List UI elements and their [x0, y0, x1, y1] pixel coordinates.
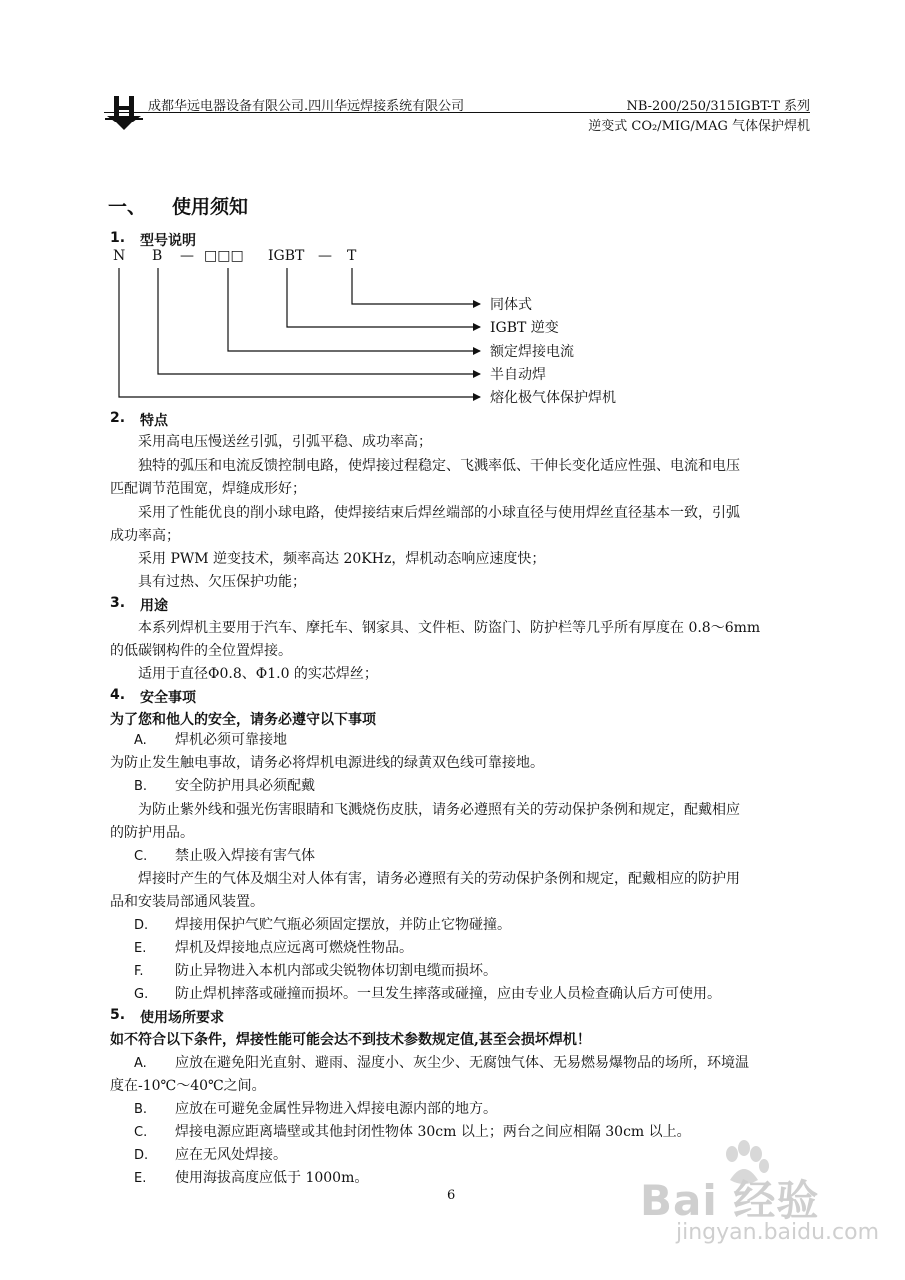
item-letter: A.: [134, 733, 147, 748]
safety-g-text: 防止焊机摔落或碰撞而损坏。一旦发生摔落或碰撞，应由专业人员检查确认后方可使用。: [175, 986, 721, 1002]
code-t: T: [347, 248, 357, 264]
feature-line: 独特的弧压和电流反馈控制电路，使焊接过程稳定、飞溅率低、干伸长变化适应性强、电流和电压: [138, 458, 740, 474]
site-d-text: 应在无风处焊接。: [175, 1147, 287, 1163]
section-title: 使用须知: [172, 196, 249, 218]
heading-model: 型号说明: [140, 233, 196, 249]
site-e-text: 使用海拔高度应低于 1000m。: [175, 1170, 369, 1186]
safety-f-text: 防止异物进入本机内部或尖锐物体切割电缆而损坏。: [175, 963, 497, 979]
heading-number-safety: 4.: [110, 687, 126, 703]
code-igbt: IGBT: [268, 248, 305, 264]
code-b: B: [152, 248, 163, 264]
item-letter: E.: [134, 941, 147, 956]
feature-line: 匹配调节范围宽，焊缝成形好；: [110, 481, 306, 497]
heading-number-site: 5.: [110, 1007, 126, 1023]
item-letter: F.: [134, 964, 144, 979]
label-igbt-inverter: IGBT 逆变: [490, 320, 559, 336]
heading-number-features: 2.: [110, 410, 126, 426]
watermark-url: jingyan.baidu.com: [676, 1220, 880, 1245]
header-series: NB-200/250/315IGBT-T 系列: [626, 99, 810, 114]
feature-line: 具有过热、欠压保护功能；: [138, 574, 306, 590]
heading-usage: 用途: [140, 598, 168, 614]
safety-a-text: 为防止发生触电事故，请务必将焊机电源进线的绿黄双色线可靠接地。: [110, 755, 544, 771]
code-dash-2: —: [318, 248, 332, 264]
feature-line: 采用了性能优良的削小球电路，使焊接结束后焊丝端部的小球直径与使用焊丝直径基本一致，引弧: [138, 505, 740, 521]
item-letter: C.: [134, 1125, 148, 1140]
arrow-line-current: [228, 268, 480, 351]
item-letter: C.: [134, 849, 148, 864]
safety-b-title: 安全防护用具必须配戴: [175, 778, 315, 794]
code-boxes: □□□: [204, 248, 244, 264]
section-number: 一、: [108, 196, 147, 218]
item-letter: G.: [134, 987, 149, 1002]
arrow-line-b: [158, 268, 480, 374]
label-semi-auto: 半自动焊: [490, 367, 546, 383]
site-a-text: 度在-10℃～40℃之间。: [110, 1078, 266, 1094]
model-diagram-lines: [0, 0, 905, 420]
usage-line: 本系列焊机主要用于汽车、摩托车、钢家具、文件柜、防盗门、防护栏等几乎所有厚度在 0.8～6mm: [138, 620, 761, 636]
feature-line: 成功率高；: [110, 528, 180, 544]
safety-b-text: 为防止紫外线和强光伤害眼睛和飞溅烧伤皮肤，请务必遵照有关的劳动保护条例和规定，配戴相应: [138, 802, 740, 818]
heading-number-usage: 3.: [110, 595, 126, 611]
site-warning: 如不符合以下条件，焊接性能可能会达不到技术参数规定值,甚至会损坏焊机！: [110, 1032, 591, 1048]
arrow-line-igbt: [287, 268, 480, 327]
safety-b-text: 的防护用品。: [110, 825, 194, 841]
label-integrated: 同体式: [490, 297, 532, 313]
heading-safety: 安全事项: [140, 690, 196, 706]
header-company: 成都华远电器设备有限公司.四川华远焊接系统有限公司: [148, 99, 465, 114]
header-subtitle: 逆变式 CO₂/MIG/MAG 气体保护焊机: [588, 119, 810, 134]
feature-line: 采用 PWM 逆变技术，频率高达 20KHz，焊机动态响应速度快；: [138, 551, 546, 567]
item-letter: B.: [134, 1102, 148, 1117]
code-dash-1: —: [180, 248, 194, 264]
feature-line: 采用高电压慢送丝引弧，引弧平稳、成功率高；: [138, 434, 432, 450]
heading-features: 特点: [140, 413, 168, 429]
site-c-text: 焊接电源应距离墙壁或其他封闭性物体 30cm 以上；两台之间应相隔 30cm 以上。: [175, 1124, 691, 1140]
safety-a-title: 焊机必须可靠接地: [175, 732, 287, 748]
item-letter: D.: [134, 918, 149, 933]
safety-e-text: 焊机及焊接地点应远离可燃烧性物品。: [175, 940, 413, 956]
safety-d-text: 焊接用保护气贮气瓶必须固定摆放，并防止它物碰撞。: [175, 917, 511, 933]
site-b-text: 应放在可避免金属性异物进入焊接电源内部的地方。: [175, 1101, 497, 1117]
heading-site: 使用场所要求: [140, 1010, 224, 1026]
arrow-line-n: [119, 268, 480, 397]
site-a-text: 应放在避免阳光直射、避雨、湿度小、灰尘少、无腐蚀气体、无易燃易爆物品的场所，环境温: [175, 1055, 749, 1071]
safety-c-title: 禁止吸入焊接有害气体: [175, 848, 315, 864]
usage-line: 的低碳钢构件的全位置焊接。: [110, 643, 292, 659]
item-letter: D.: [134, 1148, 149, 1163]
safety-c-text: 品和安装局部通风装置。: [110, 894, 264, 910]
item-letter: A.: [134, 1056, 147, 1071]
safety-warning: 为了您和他人的安全，请务必遵守以下事项: [110, 712, 376, 728]
usage-line: 适用于直径Φ0.8、Φ1.0 的实芯焊丝；: [138, 666, 378, 682]
heading-number-model: 1.: [110, 230, 126, 246]
arrow-line-t: [352, 268, 480, 304]
item-letter: B.: [134, 779, 148, 794]
label-rated-current: 额定焊接电流: [490, 344, 574, 360]
item-letter: E.: [134, 1171, 147, 1186]
watermark-brand: Bai 经验: [640, 1176, 820, 1225]
safety-c-text: 焊接时产生的气体及烟尘对人体有害，请务必遵照有关的劳动保护条例和规定，配戴相应的防护用: [138, 871, 740, 887]
label-gas-shielded: 熔化极气体保护焊机: [490, 390, 616, 406]
code-n: N: [113, 248, 126, 264]
page-number: 6: [447, 1188, 456, 1203]
